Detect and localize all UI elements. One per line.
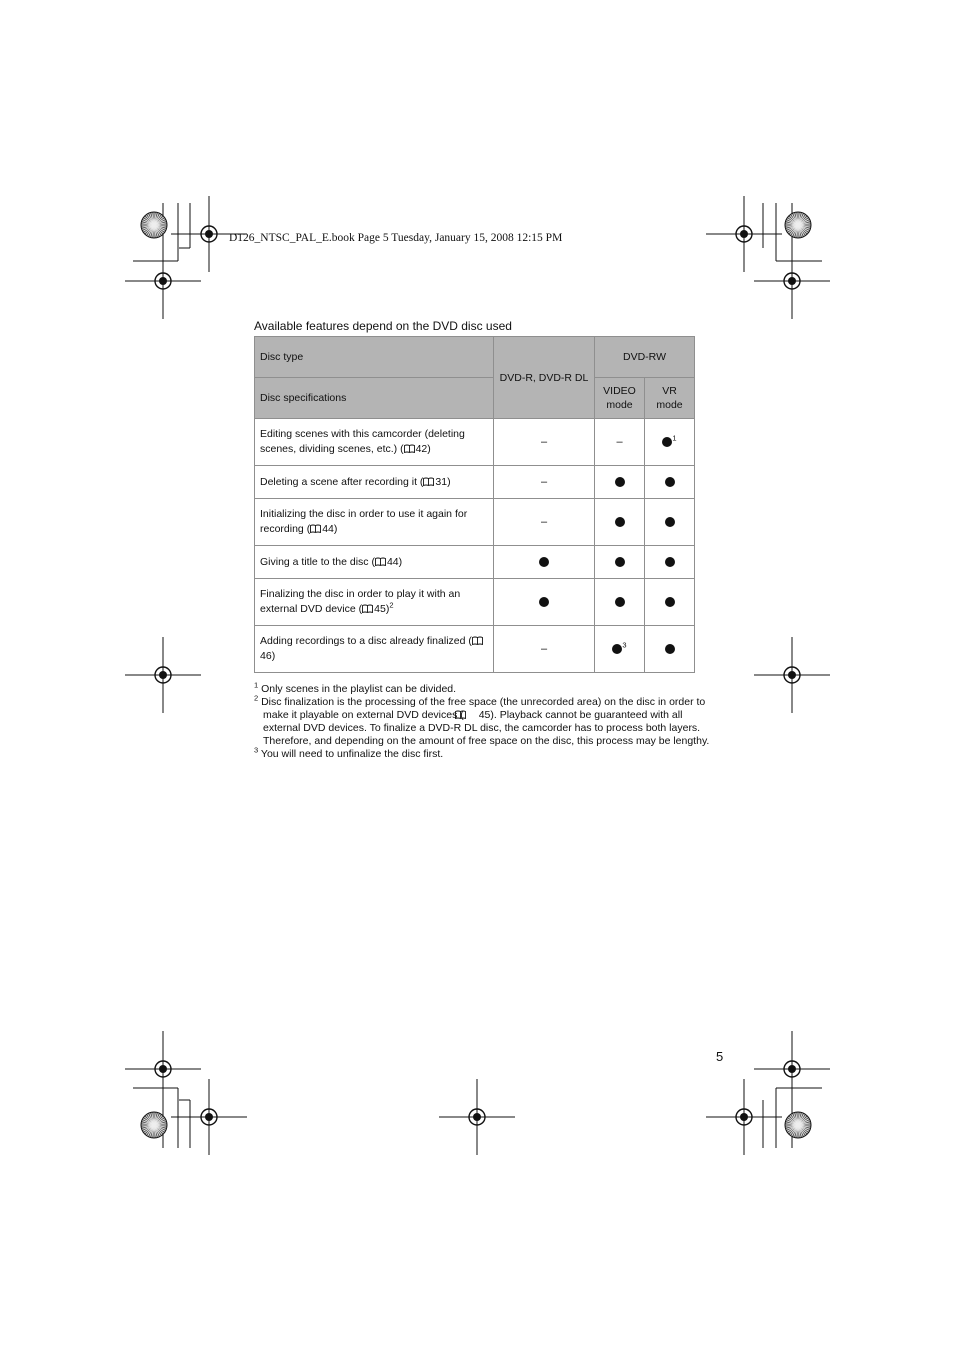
page-reference: 46 bbox=[260, 650, 272, 662]
filled-dot-icon bbox=[665, 644, 675, 654]
registration-mark-icon bbox=[706, 1079, 782, 1155]
filled-dot-icon bbox=[539, 597, 549, 607]
cell-vr-mode bbox=[645, 626, 695, 673]
page-number: 5 bbox=[716, 1049, 724, 1064]
dash: – bbox=[540, 476, 548, 488]
feature-label bbox=[255, 466, 494, 499]
page-reference: 31 bbox=[435, 475, 448, 488]
book-icon bbox=[464, 710, 475, 719]
book-icon bbox=[423, 476, 434, 485]
registration-mark-icon bbox=[125, 1031, 201, 1107]
cell-video-mode bbox=[595, 466, 645, 499]
cell-video-mode bbox=[595, 626, 645, 673]
feature-text: Editing scenes with this camcorder (deleting scenes, dividing scenes, etc.) ( bbox=[260, 428, 465, 455]
cell-dvdr bbox=[494, 499, 595, 546]
cell-dvdr bbox=[494, 419, 595, 466]
cell-video-mode bbox=[595, 546, 645, 579]
book-icon bbox=[375, 556, 386, 565]
feature-text: Adding recordings to a disc already finalized ( bbox=[260, 635, 472, 647]
page-reference: 44 bbox=[322, 523, 334, 535]
filled-dot-icon bbox=[662, 437, 672, 447]
feature-text: Finalizing the disc in order to play it with an external DVD device ( bbox=[260, 588, 461, 615]
starburst-target-icon bbox=[141, 1112, 167, 1138]
page-reference: 44 bbox=[386, 555, 399, 568]
feature-text: ) bbox=[385, 603, 390, 615]
filled-dot-icon bbox=[539, 557, 549, 567]
footnote-text: You will need to unfinalize the disc first. bbox=[260, 748, 444, 760]
header-disc-type: Disc type bbox=[255, 337, 494, 378]
cell-video-mode bbox=[595, 419, 645, 466]
book-icon bbox=[362, 603, 373, 612]
page-reference: 45 bbox=[478, 709, 491, 721]
page-reference: 42 bbox=[415, 443, 428, 455]
table-row bbox=[255, 499, 695, 546]
footnote-text: Disc finalization is the processing of the free space (the unrecorded area) on the disc in order to make it playable on external DVD devices ( bbox=[261, 696, 706, 721]
header-disc-specs: Disc specifications bbox=[255, 378, 494, 419]
footnote-text: Only scenes in the playlist can be divided. bbox=[261, 683, 457, 695]
feature-label bbox=[255, 499, 494, 546]
cell-vr-mode bbox=[645, 419, 695, 466]
filled-dot-icon bbox=[665, 477, 675, 487]
footnote-marker: 2 bbox=[389, 600, 394, 610]
cell-dvdr bbox=[494, 546, 595, 579]
registration-mark-icon bbox=[754, 637, 830, 713]
running-head: D126_NTSC_PAL_E.book Page 5 Tuesday, January 15, 2008 12:15 PM bbox=[229, 232, 563, 244]
feature-text: Initializing the disc in order to use it again for recording ( bbox=[260, 508, 468, 535]
feature-text: Giving a title to the disc ( bbox=[260, 555, 375, 568]
registration-mark-icon bbox=[754, 243, 830, 319]
feature-label bbox=[255, 419, 494, 466]
filled-dot-icon bbox=[612, 644, 622, 654]
registration-mark-icon bbox=[439, 1079, 515, 1155]
cell-dvdr bbox=[494, 626, 595, 673]
cell-video-mode bbox=[595, 579, 645, 626]
features-table bbox=[254, 336, 695, 673]
starburst-target-icon bbox=[141, 212, 167, 238]
footnote-2 bbox=[254, 693, 716, 748]
footnote-marker: 3 bbox=[254, 745, 259, 755]
footnote-marker: 2 bbox=[254, 693, 259, 703]
cell-vr-mode bbox=[645, 499, 695, 546]
filled-dot-icon bbox=[615, 477, 625, 487]
footnote-marker: 1 bbox=[672, 433, 677, 443]
dash: – bbox=[540, 516, 548, 528]
header-video-mode: VIDEO mode bbox=[595, 378, 645, 419]
filled-dot-icon bbox=[615, 597, 625, 607]
feature-label bbox=[255, 579, 494, 626]
registration-mark-icon bbox=[706, 196, 782, 272]
footnotes bbox=[254, 680, 716, 761]
header-dvdrw: DVD-RW bbox=[595, 337, 695, 378]
footnote-1 bbox=[254, 680, 716, 696]
cell-dvdr bbox=[494, 579, 595, 626]
footnote-text: ). Playback cannot be guaranteed with all external DVD devices. To finalize a DVD-R DL disc, the camcorder has to process both layers. Therefore, and depending on the amount of free space on the disc, this process may be lengthy. bbox=[263, 709, 710, 747]
feature-label bbox=[255, 626, 494, 673]
table-row bbox=[255, 419, 695, 466]
filled-dot-icon bbox=[615, 557, 625, 567]
feature-text: ) bbox=[333, 523, 338, 535]
cell-video-mode bbox=[595, 499, 645, 546]
feature-text: ) bbox=[271, 650, 276, 662]
book-icon bbox=[310, 523, 321, 532]
section-title: Available features depend on the DVD disc used bbox=[254, 319, 512, 333]
cell-dvdr bbox=[494, 466, 595, 499]
footnote-marker: 3 bbox=[622, 640, 627, 650]
cell-vr-mode bbox=[645, 466, 695, 499]
feature-text: Deleting a scene after recording it ( bbox=[260, 475, 424, 488]
feature-text: ) bbox=[398, 555, 403, 568]
feature-label bbox=[255, 546, 494, 579]
book-icon bbox=[472, 635, 483, 644]
filled-dot-icon bbox=[665, 597, 675, 607]
starburst-target-icon bbox=[785, 1112, 811, 1138]
footnote-marker: 1 bbox=[254, 680, 259, 690]
table-row bbox=[255, 579, 695, 626]
filled-dot-icon bbox=[665, 517, 675, 527]
table-row bbox=[255, 626, 695, 673]
cell-vr-mode bbox=[645, 579, 695, 626]
page-reference: 45 bbox=[374, 603, 386, 615]
registration-mark-icon bbox=[754, 1031, 830, 1107]
table-row bbox=[255, 466, 695, 499]
starburst-target-icon bbox=[785, 212, 811, 238]
registration-mark-icon bbox=[171, 1079, 247, 1155]
feature-text: ) bbox=[447, 475, 451, 488]
footnote-3 bbox=[254, 745, 716, 761]
dash: – bbox=[540, 643, 548, 655]
filled-dot-icon bbox=[665, 557, 675, 567]
table-row bbox=[255, 546, 695, 579]
header-dvdr: DVD-R, DVD-R DL bbox=[494, 337, 595, 419]
filled-dot-icon bbox=[615, 517, 625, 527]
registration-mark-icon bbox=[125, 637, 201, 713]
dash: – bbox=[616, 436, 623, 448]
book-icon bbox=[404, 443, 415, 452]
cell-vr-mode bbox=[645, 546, 695, 579]
registration-mark-icon bbox=[125, 243, 201, 319]
feature-text: ) bbox=[427, 443, 431, 455]
header-vr-mode: VR mode bbox=[645, 378, 695, 419]
dash: – bbox=[540, 436, 548, 448]
